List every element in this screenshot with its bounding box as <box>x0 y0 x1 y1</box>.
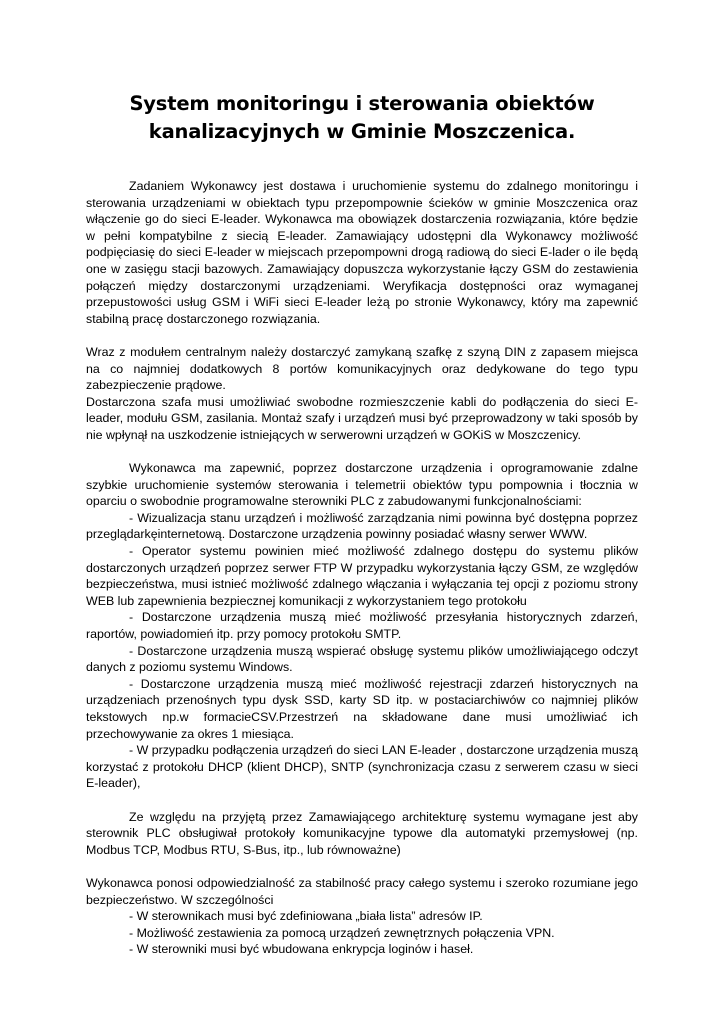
page-title <box>86 90 638 146</box>
spacer <box>86 858 638 875</box>
spacer <box>86 444 638 461</box>
requirement-item: - Operator systemu powinien mieć możliwość zdalnego dostępu do systemu plików dostarczonych urządzeń poprzez serwer FTP W przypadku wykorzystania łączy GSM, ze względów bezpieczeństwa, musi istnieć możliwość zdalnego włączania i wyłączania tej opcji z poziomu strony WEB lub zapewnienia bezpiecznej komunikacji z wykorzystaniem tego protokołu <box>86 544 638 608</box>
security-list-item: - Możliwość zestawienia za pomocą urządzeń zewnętrznych połączenia VPN. <box>129 925 555 940</box>
requirement-item: - Wizualizacja stanu urządzeń i możliwość zarządzania nimi powinna być dostępna poprzez przeglądarkęinternetową. Dostarczone urządzenia powinny posiadać własny serwer WWW. <box>86 510 638 542</box>
paragraph-functionality: Wykonawca ma zapewnić, poprzez dostarczone urządzenia i oprogramowanie zdalne szybkie uruchomienie systemów sterowania i telemetrii obiektów typu pompownia i tłocznia w oparciu o swobodnie programowalne sterowniki PLC z zabudowanymi funkcjonalnościami: <box>86 461 638 509</box>
requirement-item: - W przypadku podłączenia urządzeń do sieci LAN E-leader , dostarczone urządzenia muszą korzystać z protokołu DHCP (klient DHCP), SNTP (synchronizacja czasu z serwerem czasu w sieci E-leader), <box>86 743 638 791</box>
title-line-1: System monitoringu i sterowania obiektów <box>129 92 595 115</box>
spacer <box>86 327 638 344</box>
requirement-item: - Dostarczone urządzenia muszą mieć możliwość przesyłania historycznych zdarzeń, raportów, powiadomień itp. przy pomocy protokołu SMTP. <box>86 610 638 642</box>
paragraph-cabinet-mounting: Dostarczona szafa musi umożliwiać swobodne rozmieszczenie kabli do podłączenia do sieci E-leader, modułu GSM, zasilania. Montaż szafy i urządzeń musi być przeprowadzony w taki sposób by nie wpłynął na uszkodzenie istniejących w serwerowni urządzeń w GOKiS w Moszczenicy. <box>86 394 638 442</box>
security-list-item: - W sterownikach musi być zdefiniowana „biała lista” adresów IP. <box>129 909 483 924</box>
paragraph-intro: Zadaniem Wykonawcy jest dostawa i uruchomienie systemu do zdalnego monitoringu i sterowania urządzeniami w obiektach typu przepompownie ścieków w gminie Moszczenica oraz włączenie go do sieci E-leader. Wykonawca ma obowiązek dostarczenia rozwiązania, które będzie w pełni kompatybilne z siecią E-leader. Zamawiający udostępni dla Wykonawcy możliwość podpięciasię do sieci E-leader w miejscach przepompowni drogą radiową do sieci E-lader o ile będą one w zasięgu stacji bazowych. Zamawiający dopuszcza wykorzystanie łączy GSM do zestawienia połączeń między dostarczonymi urządzeniami. Weryfikacja dostępności oraz wymaganej przepustowości usług GSM i WiFi sieci E-leader leżą po stronie Wykonawcy, który ma zapewnić stabilną pracę dostarczonego rozwiązania. <box>86 179 638 326</box>
paragraph-cabinet: Wraz z modułem centralnym należy dostarczyć zamykaną szafkę z szyną DIN z zapasem miejsca na co najmniej dodatkowych 8 portów komunikacyjnych oraz dedykowane do tego typu zabezpieczenie prądowe. <box>86 344 638 393</box>
paragraph-security: Wykonawca ponosi odpowiedzialność za stabilność pracy całego systemu i szeroko rozumiane jego bezpieczeństwo. W szczególności <box>86 875 638 907</box>
security-list-item: - W sterowniki musi być wbudowana enkrypcja loginów i haseł. <box>129 942 474 957</box>
requirement-item: - Dostarczone urządzenia muszą wspierać obsługę systemu plików umożliwiającego odczyt danych z poziomu systemu Windows. <box>86 643 638 675</box>
title-line-2: kanalizacyjnych w Gminie Moszczenica. <box>148 120 576 143</box>
requirement-item: - Dostarczone urządzenia muszą mieć możliwość rejestracji zdarzeń historycznych na urządzeniach przenośnych typu dysk SSD, karty SD itp. w postaciarchiwów co najmniej plików tekstowych np.w formacieCSV.Przestrzeń na składowane dane musi umożliwiać ich przechowywanie za okres 1 miesiąca. <box>86 676 638 741</box>
spacer <box>86 792 638 809</box>
paragraph-protocols: Ze względu na przyjętą przez Zamawiającego architekturę systemu wymagane jest aby sterownik PLC obsługiwał protokoły komunikacyjne typowe dla automatyki przemysłowej (np. Modbus TCP, Modbus RTU, S-Bus, itp., lub równoważne) <box>86 809 638 857</box>
